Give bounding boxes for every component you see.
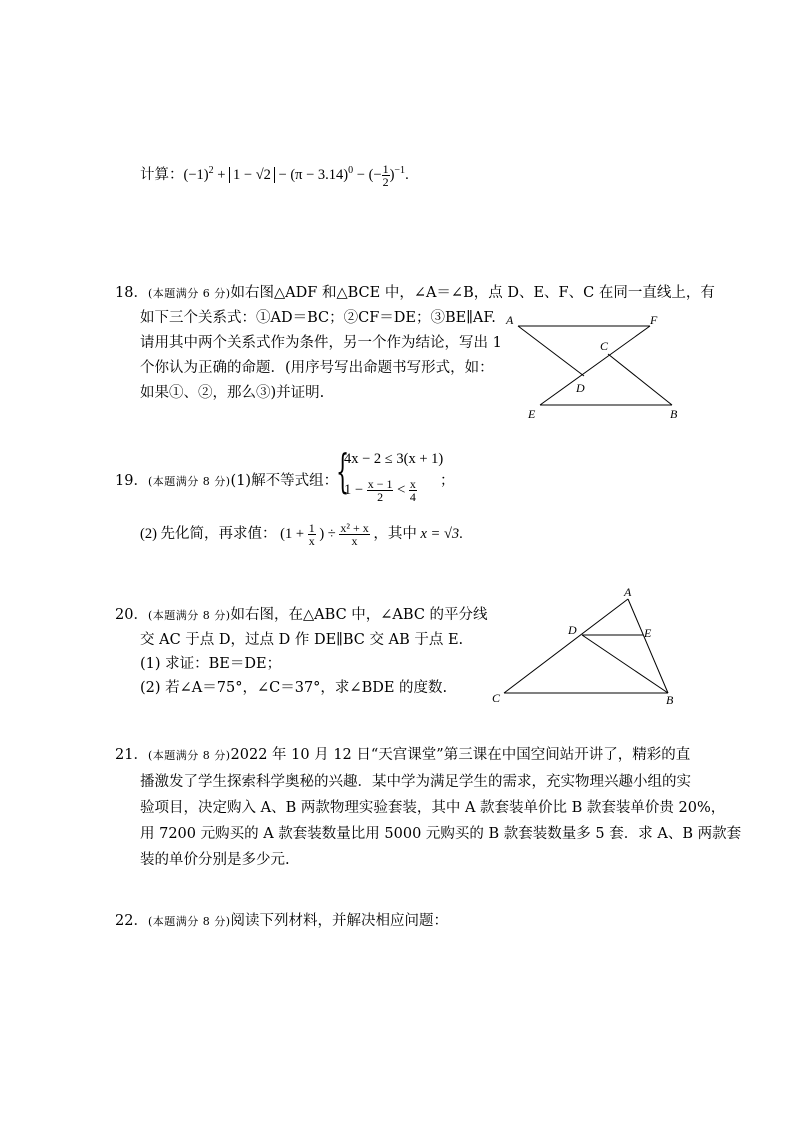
q21-line2: 播激发了学生探索科学奥秘的兴趣．某中学为满足学生的需求，充实物理兴趣小组的实 [140,774,691,790]
q18-line1: 18．(本题满分 6 分)如右图△ADF 和△BCE 中，∠A＝∠B，点 D、E、F、C 在同一直线上，有 [115,285,715,301]
label-e: E [528,407,536,421]
q21-line4: 用 7200 元购买的 A 款套装数量比用 5000 元购买的 B 款套装数量多 5 套．求 A、B 两款套 [140,826,742,842]
q20-line1: 20．(本题满分 8 分)如右图，在△ABC 中，∠ABC 的平分线 [115,607,488,623]
q18-number: 18． [115,285,148,301]
q20-number: 20． [115,607,148,623]
label-c: C [600,339,609,353]
q20-line4: (2) 若∠A＝75°，∠C＝37°，求∠BDE 的度数. [140,680,448,696]
label-a: A [624,585,632,599]
q21-points: (本题满分 8 分) [147,749,231,762]
q20-points: (本题满分 8 分) [147,609,231,622]
left-brace: { [336,444,350,498]
q19-line1: 19．(本题满分 8 分)(1)解不等式组： [115,473,339,489]
calc-expression: 计算：$(-1)^2 + 1 - √2 - (\pi - 3.14)^0$ − (− $\frac{1}{2}$ )$^{-1}$. [140,162,409,189]
q22-points: (本题满分 8 分) [147,915,231,928]
calc-label: 计算： [140,166,184,183]
q21-number: 21． [115,747,148,763]
label-d: D [576,381,585,395]
q20-line3: (1) 求证：BE＝DE； [140,656,282,672]
ineq-fraction-2: $\frac{x}{4}$ [409,477,416,504]
segment-cb [608,354,672,405]
ineq-fraction-1: $\frac{x - 1}{2}$ [367,477,393,504]
p2-fraction-1: $\frac{1}{x}$ [308,521,315,548]
q18-line2: 如下三个关系式：①AD＝BC；②CF＝DE；③BE∥AF. [140,310,496,326]
q18-figure [500,310,700,420]
q21-line1: 21．(本题满分 8 分)2022 年 10 月 12 日“天宫课堂”第三课在中国空间站开讲了，精彩的直 [115,747,691,763]
inequality-2: 1 − $\frac{x - 1}{2}$ < $\frac{x}{4}$ [344,477,416,504]
calc-fraction: $\frac{1}{2}$ [382,162,389,189]
label-d: D [568,623,577,637]
q22-number: 22． [115,913,148,929]
segment-db [582,635,668,693]
segment-ad [518,326,584,376]
q18-line3: 请用其中两个关系式作为条件，另一个作为结论，写出 1 [140,335,502,351]
q22-line1: 22．(本题满分 8 分)阅读下列材料，并解决相应问题： [115,913,449,929]
label-a: A [506,313,514,327]
q19-points: (本题满分 8 分) [147,475,231,488]
q19-part2: (2) 先化简，再求值： (1 + $\frac{1}{x}$ ) ÷ $\frac{\text{x² + x}}{x}$ ，其中 x = √3. [140,521,463,548]
label-c: C [492,691,501,705]
label-b: B [670,407,678,421]
q20-figure [490,585,690,705]
q18-line4: 个你认为正确的命题．(用序号写出命题书写形式，如： [140,360,494,376]
q21-line5: 装的单价分别是多少元. [140,852,290,868]
inequality-1: 4x − 2 ≤ 3(x + 1) [344,451,444,467]
segment-ab [628,599,668,693]
segment-ef [540,326,650,405]
q20-line2: 交 AC 于点 D，过点 D 作 DE∥BC 交 AB 于点 E. [140,632,464,648]
label-b: B [666,693,674,707]
q19-separator: ； [440,473,455,489]
q21-line3: 验项目，决定购入 A、B 两款物理实验套装，其中 A 款套装单价比 B 款套装单价贵 20%， [140,800,726,816]
label-f: F [650,313,658,327]
q18-points: (本题满分 6 分) [147,287,231,300]
p2-fraction-2: $\frac{\text{x² + x}}{x}$ [340,521,369,548]
label-e: E [644,626,652,640]
segment-ca [504,599,628,693]
q18-line5: 如果①、②，那么③)并证明. [140,385,325,401]
q19-number: 19． [115,473,148,489]
abs-value: 1 − √2 [229,167,275,183]
